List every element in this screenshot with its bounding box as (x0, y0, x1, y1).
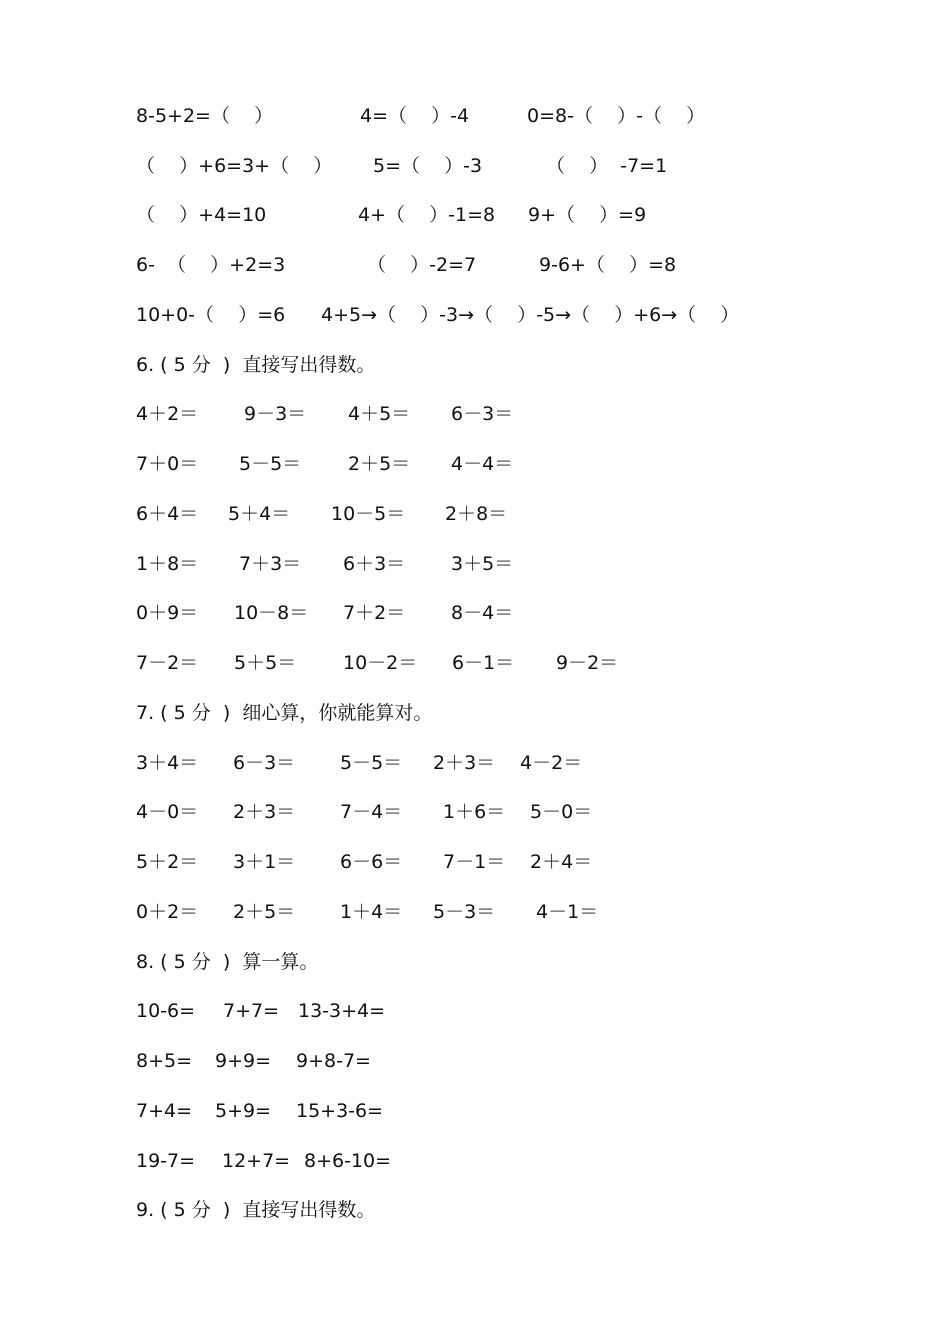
exercise-row (136, 151, 896, 181)
exercise-item: 4+（ ）-1=8 (358, 204, 496, 226)
exercise-item: 9-6+（ ）=8 (539, 254, 677, 276)
exercise-item: 6＋4＝ (136, 503, 199, 525)
exercise-item: 9－2＝ (556, 652, 619, 674)
exercise-item: 10－2＝ (343, 652, 418, 674)
exercise-item: 6- （ ）+2=3 (136, 254, 286, 276)
exercise-item: 6＋3＝ (343, 553, 406, 575)
exercise-item: 2＋8＝ (445, 503, 508, 525)
exercise-item: （ ） -7=1 (546, 155, 668, 177)
exercise-row (136, 1146, 896, 1176)
exercise-row (136, 897, 896, 927)
exercise-item: 4－1＝ (536, 901, 599, 923)
section-title: 7. ( 5 分 ) 细心算，你就能算对。 (136, 702, 433, 724)
section-title: 8. ( 5 分 ) 算一算。 (136, 951, 319, 973)
exercise-item: 9－3＝ (244, 403, 307, 425)
exercise-row (136, 598, 896, 628)
exercise-row (136, 648, 896, 678)
exercise-item: 13-3+4= (298, 1000, 386, 1022)
section-heading (136, 1195, 896, 1225)
exercise-item: 4＋5＝ (348, 403, 411, 425)
exercise-item: 4－0＝ (136, 801, 199, 823)
exercise-item: 5＋4＝ (228, 503, 291, 525)
exercise-item: 5－3＝ (433, 901, 496, 923)
exercise-item: 5－5＝ (340, 752, 403, 774)
exercise-item: 5＋2＝ (136, 851, 199, 873)
exercise-item: 7－1＝ (443, 851, 506, 873)
exercise-row (136, 748, 896, 778)
exercise-row (136, 300, 896, 330)
exercise-row (136, 1096, 896, 1126)
exercise-item: 0＋2＝ (136, 901, 199, 923)
exercise-item: 5=（ ）-3 (373, 155, 483, 177)
exercise-item: 5＋5＝ (234, 652, 297, 674)
exercise-item: 7+4= (136, 1100, 193, 1122)
exercise-item: 3＋5＝ (451, 553, 514, 575)
exercise-item: 8+6-10= (304, 1150, 392, 1172)
section-title: 6. ( 5 分 ) 直接写出得数。 (136, 354, 376, 376)
exercise-item: 0=8-（ ）-（ ） (527, 105, 706, 127)
exercise-item: 1＋8＝ (136, 553, 199, 575)
exercise-item: 5－5＝ (239, 453, 302, 475)
exercise-item: 7＋3＝ (239, 553, 302, 575)
exercise-item: 9+（ ）=9 (528, 204, 647, 226)
exercise-item: 2＋4＝ (530, 851, 593, 873)
exercise-row (136, 200, 896, 230)
exercise-item: 2＋5＝ (348, 453, 411, 475)
exercise-item: 7+7= (223, 1000, 280, 1022)
exercise-item: 15+3-6= (296, 1100, 384, 1122)
exercise-item: 2＋3＝ (233, 801, 296, 823)
exercise-item: 1＋4＝ (340, 901, 403, 923)
exercise-item: 1＋6＝ (443, 801, 506, 823)
exercise-row (136, 797, 896, 827)
exercise-row (136, 250, 896, 280)
exercise-row (136, 499, 896, 529)
exercise-item: 4－4＝ (451, 453, 514, 475)
exercise-item: 9+8-7= (296, 1050, 371, 1072)
exercise-item: 12+7= (222, 1150, 291, 1172)
exercise-item: 10-6= (136, 1000, 196, 1022)
exercise-item: 6－3＝ (451, 403, 514, 425)
exercise-row (136, 101, 896, 131)
exercise-row (136, 399, 896, 429)
section-heading (136, 350, 896, 380)
exercise-item: 6－3＝ (233, 752, 296, 774)
exercise-item: （ ）-2=7 (367, 254, 477, 276)
exercise-item: 4＋2＝ (136, 403, 199, 425)
section-title: 9. ( 5 分 ) 直接写出得数。 (136, 1199, 376, 1221)
exercise-item: 4=（ ）-4 (360, 105, 470, 127)
exercise-row (136, 847, 896, 877)
exercise-item: 2＋5＝ (233, 901, 296, 923)
section-heading (136, 698, 896, 728)
exercise-item: 10+0-（ ）=6 (136, 304, 286, 326)
exercise-item: 7＋0＝ (136, 453, 199, 475)
exercise-item: 10－8＝ (234, 602, 309, 624)
exercise-item: 6－1＝ (452, 652, 515, 674)
exercise-item: 3＋4＝ (136, 752, 199, 774)
exercise-row (136, 996, 896, 1026)
exercise-row (136, 1046, 896, 1076)
exercise-item: 8+5= (136, 1050, 193, 1072)
exercise-item: 4－2＝ (520, 752, 583, 774)
exercise-item: 8-5+2=（ ） (136, 105, 274, 127)
exercise-item: 6－6＝ (340, 851, 403, 873)
exercise-item: 8－4＝ (451, 602, 514, 624)
exercise-item: （ ）+6=3+（ ） (136, 155, 333, 177)
exercise-item: 10－5＝ (331, 503, 406, 525)
exercise-item: 5－0＝ (530, 801, 593, 823)
exercise-item: 4+5→（ ）-3→（ ）-5→（ ）+6→（ ） (321, 304, 740, 326)
section-heading (136, 947, 896, 977)
exercise-row (136, 449, 896, 479)
exercise-item: 19-7= (136, 1150, 196, 1172)
exercise-item: 2＋3＝ (433, 752, 496, 774)
exercise-item: 5+9= (215, 1100, 272, 1122)
exercise-item: 7－4＝ (340, 801, 403, 823)
exercise-item: 0＋9＝ (136, 602, 199, 624)
exercise-item: 7＋2＝ (343, 602, 406, 624)
exercise-item: 3＋1＝ (233, 851, 296, 873)
exercise-row (136, 549, 896, 579)
exercise-item: 7－2＝ (136, 652, 199, 674)
exercise-item: 9+9= (215, 1050, 272, 1072)
exercise-item: （ ）+4=10 (136, 204, 267, 226)
